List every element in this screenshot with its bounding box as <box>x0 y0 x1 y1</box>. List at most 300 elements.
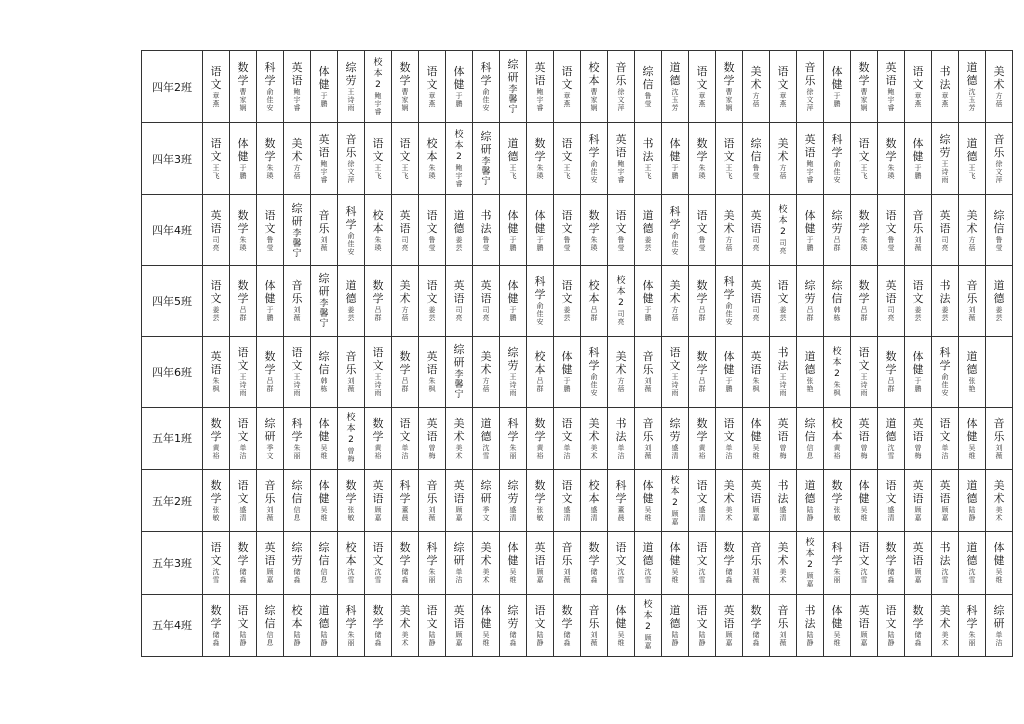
subject-label: 道德 <box>966 541 978 568</box>
subject-label: 语文 <box>426 603 438 630</box>
subject-label: 语文 <box>372 346 384 373</box>
teacher-label: 司亮 <box>482 306 490 323</box>
subject-label: 英语 <box>750 479 762 506</box>
lesson-cell <box>284 336 311 407</box>
lesson-cell <box>473 336 500 407</box>
teacher-label: 于鹏 <box>536 235 544 252</box>
subject-label: 综信 <box>993 208 1005 235</box>
teacher-label: 曾梅 <box>428 443 436 460</box>
subject-label: 体健 <box>507 541 519 568</box>
subject-label: 英语 <box>885 61 897 88</box>
teacher-label: 鲁莹 <box>617 235 625 252</box>
lesson-cell <box>446 51 473 123</box>
subject-label: 语文 <box>669 346 681 373</box>
lesson-cell <box>311 195 338 266</box>
subject-label: 语文 <box>561 416 573 443</box>
teacher-label: 顾嘉 <box>806 571 814 588</box>
subject-label: 音乐 <box>264 479 276 506</box>
lesson-cell <box>338 123 365 195</box>
teacher-label: 朱丽 <box>509 443 517 460</box>
subject-label: 科学 <box>669 204 681 231</box>
teacher-label: 俞佳安 <box>671 231 679 256</box>
subject-label: 综劳 <box>291 541 303 568</box>
lesson-cell <box>662 407 689 469</box>
teacher-label: 王飞 <box>563 164 571 181</box>
lesson-cell <box>392 266 419 337</box>
lesson-cell <box>257 336 284 407</box>
lesson-cell <box>500 195 527 266</box>
subject-label: 英语 <box>777 416 789 443</box>
teacher-label: 沈雪 <box>482 443 490 460</box>
subject-label: 英语 <box>858 603 870 630</box>
lesson-cell <box>527 594 554 656</box>
teacher-label: 美术 <box>590 443 598 460</box>
lesson-cell <box>554 123 581 195</box>
teacher-label: 鲁莹 <box>752 164 760 181</box>
lesson-cell <box>959 407 986 469</box>
teacher-label: 姜芸 <box>455 235 463 252</box>
lesson-cell <box>770 336 797 407</box>
teacher-label: 俞佳安 <box>536 302 544 327</box>
teacher-label: 章燕 <box>914 92 922 109</box>
subject-label: 书法 <box>615 416 627 443</box>
subject-label: 综研 <box>291 201 303 228</box>
subject-label: 音乐 <box>588 603 600 630</box>
lesson-cell <box>392 195 419 266</box>
teacher-label: 顾嘉 <box>455 630 463 647</box>
subject-label: 英语 <box>399 208 411 235</box>
subject-label: 科学 <box>588 346 600 373</box>
teacher-label: 俞佳安 <box>725 302 733 327</box>
subject-label: 科学 <box>480 61 492 88</box>
lesson-cell <box>230 266 257 337</box>
teacher-label: 司亮 <box>752 306 760 323</box>
lesson-cell <box>986 594 1013 656</box>
teacher-label: 陆静 <box>239 630 247 647</box>
lesson-cell <box>986 51 1013 123</box>
subject-label: 校本2 <box>454 129 464 162</box>
teacher-label: 陆静 <box>968 506 976 523</box>
subject-label: 语文 <box>723 416 735 443</box>
subject-label: 英语 <box>372 479 384 506</box>
subject-label: 数学 <box>210 479 222 506</box>
subject-label: 书法 <box>777 479 789 506</box>
subject-label: 美术 <box>291 137 303 164</box>
subject-label: 英语 <box>453 279 465 306</box>
lesson-cell <box>932 532 959 594</box>
lesson-cell <box>770 407 797 469</box>
lesson-cell <box>716 407 743 469</box>
subject-label: 综研 <box>264 416 276 443</box>
lesson-cell <box>338 532 365 594</box>
teacher-label: 姜芸 <box>941 306 949 323</box>
lesson-cell <box>959 123 986 195</box>
subject-label: 道德 <box>669 61 681 88</box>
lesson-cell <box>635 123 662 195</box>
lesson-cell <box>878 266 905 337</box>
lesson-cell <box>932 594 959 656</box>
subject-label: 语文 <box>696 479 708 506</box>
lesson-cell <box>257 195 284 266</box>
subject-label: 数学 <box>696 137 708 164</box>
lesson-cell <box>851 195 878 266</box>
teacher-label: 黄裕 <box>833 443 841 460</box>
lesson-cell <box>527 407 554 469</box>
subject-label: 数学 <box>372 416 384 443</box>
subject-label: 校本 <box>534 350 546 377</box>
teacher-label: 韩栋 <box>833 306 841 323</box>
lesson-cell <box>770 266 797 337</box>
subject-label: 校本 <box>588 479 600 506</box>
lesson-cell <box>662 532 689 594</box>
lesson-cell <box>284 532 311 594</box>
subject-label: 综研 <box>480 130 492 157</box>
subject-label: 数学 <box>696 416 708 443</box>
subject-label: 道德 <box>966 61 978 88</box>
lesson-cell <box>473 123 500 195</box>
subject-label: 道德 <box>966 479 978 506</box>
lesson-cell <box>905 195 932 266</box>
lesson-cell <box>581 266 608 337</box>
subject-label: 体健 <box>615 603 627 630</box>
subject-label: 英语 <box>615 133 627 160</box>
lesson-cell <box>608 195 635 266</box>
lesson-cell <box>500 470 527 532</box>
subject-label: 校本 <box>372 208 384 235</box>
teacher-label: 鲍宇睿 <box>455 163 463 188</box>
teacher-label: 李馨宁 <box>508 85 518 116</box>
lesson-cell <box>230 594 257 656</box>
subject-label: 校本 <box>588 279 600 306</box>
teacher-label: 吕群 <box>860 306 868 323</box>
subject-label: 数学 <box>588 541 600 568</box>
subject-label: 语文 <box>858 346 870 373</box>
subject-label: 科学 <box>345 603 357 630</box>
lesson-cell <box>554 407 581 469</box>
teacher-label: 吴维 <box>644 506 652 523</box>
subject-label: 综研 <box>993 603 1005 630</box>
lesson-cell <box>500 336 527 407</box>
subject-label: 英语 <box>480 279 492 306</box>
subject-label: 语文 <box>858 541 870 568</box>
lesson-cell <box>905 594 932 656</box>
subject-label: 音乐 <box>318 208 330 235</box>
teacher-label: 盛清 <box>239 506 247 523</box>
teacher-label: 储淼 <box>239 568 247 585</box>
subject-label: 语文 <box>210 279 222 306</box>
lesson-cell <box>581 195 608 266</box>
lesson-cell <box>716 123 743 195</box>
timetable-row <box>142 407 1013 469</box>
subject-label: 体健 <box>237 137 249 164</box>
teacher-label: 方蓓 <box>995 92 1003 109</box>
teacher-label: 俞佳安 <box>833 160 841 185</box>
lesson-cell <box>932 123 959 195</box>
lesson-cell <box>797 594 824 656</box>
teacher-label: 董晨 <box>401 506 409 523</box>
subject-label: 体健 <box>318 65 330 92</box>
subject-label: 语文 <box>237 346 249 373</box>
timetable-row <box>142 51 1013 123</box>
teacher-label: 司亮 <box>455 306 463 323</box>
teacher-label: 信息 <box>320 568 328 585</box>
subject-label: 书法 <box>480 208 492 235</box>
subject-label: 语文 <box>696 541 708 568</box>
teacher-label: 盛清 <box>887 506 895 523</box>
subject-label: 英语 <box>858 416 870 443</box>
lesson-cell <box>473 532 500 594</box>
subject-label: 校本2 <box>778 205 788 238</box>
teacher-label: 盛清 <box>671 443 679 460</box>
lesson-cell <box>878 51 905 123</box>
class-timetable <box>141 50 1013 657</box>
lesson-cell <box>419 123 446 195</box>
teacher-label: 于鹏 <box>914 164 922 181</box>
subject-label: 数学 <box>210 603 222 630</box>
teacher-label: 顾嘉 <box>914 568 922 585</box>
lesson-cell <box>851 266 878 337</box>
teacher-label: 朱丽 <box>347 630 355 647</box>
subject-label: 综信 <box>831 279 843 306</box>
teacher-label: 盛清 <box>590 506 598 523</box>
teacher-label: 于鹏 <box>455 92 463 109</box>
teacher-label: 王飞 <box>725 164 733 181</box>
teacher-label: 朱丽 <box>293 443 301 460</box>
lesson-cell <box>662 195 689 266</box>
lesson-cell <box>797 532 824 594</box>
lesson-cell <box>635 407 662 469</box>
teacher-label: 吕群 <box>806 306 814 323</box>
lesson-cell <box>608 336 635 407</box>
lesson-cell <box>932 195 959 266</box>
teacher-label: 顾嘉 <box>860 630 868 647</box>
teacher-label: 吕群 <box>374 306 382 323</box>
subject-label: 数学 <box>345 479 357 506</box>
subject-label: 数学 <box>237 279 249 306</box>
lesson-cell <box>662 266 689 337</box>
teacher-label: 曹家娴 <box>590 88 598 113</box>
subject-label: 数学 <box>399 61 411 88</box>
teacher-label: 姜芸 <box>914 306 922 323</box>
teacher-label: 储淼 <box>374 630 382 647</box>
teacher-label: 沈玉芳 <box>671 88 679 113</box>
teacher-label: 鲍宇睿 <box>617 160 625 185</box>
teacher-label: 章燕 <box>941 92 949 109</box>
teacher-label: 张敏 <box>833 506 841 523</box>
teacher-label: 美术 <box>779 568 787 585</box>
subject-label: 语文 <box>939 416 951 443</box>
subject-label: 数学 <box>534 416 546 443</box>
subject-label: 数学 <box>534 479 546 506</box>
teacher-label: 朱瑛 <box>860 235 868 252</box>
subject-label: 体健 <box>804 208 816 235</box>
subject-label: 综研 <box>453 343 465 370</box>
subject-label: 英语 <box>264 541 276 568</box>
lesson-cell <box>527 470 554 532</box>
teacher-label: 章燕 <box>428 92 436 109</box>
teacher-label: 于鹏 <box>833 92 841 109</box>
timetable-row <box>142 594 1013 656</box>
subject-label: 音乐 <box>615 61 627 88</box>
lesson-cell <box>203 336 230 407</box>
teacher-label: 刘薇 <box>752 568 760 585</box>
teacher-label: 吴维 <box>860 506 868 523</box>
teacher-label: 姜芸 <box>347 306 355 323</box>
subject-label: 英语 <box>723 603 735 630</box>
subject-label: 语文 <box>210 137 222 164</box>
teacher-label: 司亮 <box>752 235 760 252</box>
lesson-cell <box>797 123 824 195</box>
lesson-cell <box>878 195 905 266</box>
lesson-cell <box>446 195 473 266</box>
teacher-label: 鲁莹 <box>266 235 274 252</box>
lesson-cell <box>797 195 824 266</box>
lesson-cell <box>203 51 230 123</box>
teacher-label: 张敏 <box>347 506 355 523</box>
teacher-label: 陆静 <box>806 630 814 647</box>
subject-label: 数学 <box>885 137 897 164</box>
lesson-cell <box>284 51 311 123</box>
subject-label: 校本2 <box>346 413 356 446</box>
subject-label: 语文 <box>237 416 249 443</box>
subject-label: 道德 <box>804 479 816 506</box>
teacher-label: 沈雪 <box>887 443 895 460</box>
lesson-cell <box>851 51 878 123</box>
subject-label: 音乐 <box>777 603 789 630</box>
subject-label: 英语 <box>750 279 762 306</box>
lesson-cell <box>392 407 419 469</box>
subject-label: 英语 <box>912 479 924 506</box>
lesson-cell <box>608 51 635 123</box>
subject-label: 书法 <box>939 279 951 306</box>
teacher-label: 信息 <box>266 630 274 647</box>
teacher-label: 美术 <box>995 506 1003 523</box>
timetable-row <box>142 532 1013 594</box>
subject-label: 数学 <box>399 350 411 377</box>
teacher-label: 沈玉芳 <box>968 88 976 113</box>
subject-label: 音乐 <box>993 416 1005 443</box>
class-name: 四年5班 <box>142 266 203 337</box>
subject-label: 书法 <box>939 65 951 92</box>
subject-label: 体健 <box>912 350 924 377</box>
teacher-label: 吴维 <box>320 443 328 460</box>
teacher-label: 刘薇 <box>644 443 652 460</box>
lesson-cell <box>824 594 851 656</box>
subject-label: 综劳 <box>939 133 951 160</box>
teacher-label: 于鹏 <box>914 377 922 394</box>
subject-label: 数学 <box>885 541 897 568</box>
teacher-label: 朱瑛 <box>887 164 895 181</box>
lesson-cell <box>716 336 743 407</box>
teacher-label: 陆静 <box>428 630 436 647</box>
subject-label: 综信 <box>642 65 654 92</box>
teacher-label: 美术 <box>455 443 463 460</box>
teacher-label: 朱瑛 <box>698 164 706 181</box>
teacher-label: 方蓓 <box>752 92 760 109</box>
teacher-label: 曹家娴 <box>239 88 247 113</box>
lesson-cell <box>446 594 473 656</box>
lesson-cell <box>797 51 824 123</box>
lesson-cell <box>230 470 257 532</box>
subject-label: 音乐 <box>345 350 357 377</box>
subject-label: 数学 <box>237 61 249 88</box>
subject-label: 科学 <box>723 275 735 302</box>
subject-label: 英语 <box>885 279 897 306</box>
teacher-label: 鲁莹 <box>563 235 571 252</box>
subject-label: 数学 <box>561 603 573 630</box>
lesson-cell <box>878 123 905 195</box>
subject-label: 语文 <box>615 541 627 568</box>
subject-label: 书法 <box>642 137 654 164</box>
teacher-label: 吴维 <box>995 568 1003 585</box>
lesson-cell <box>527 336 554 407</box>
timetable-row <box>142 123 1013 195</box>
lesson-cell <box>284 594 311 656</box>
lesson-cell <box>824 266 851 337</box>
teacher-label: 王飞 <box>860 164 868 181</box>
subject-label: 道德 <box>642 208 654 235</box>
subject-label: 数学 <box>237 541 249 568</box>
teacher-label: 李馨宁 <box>454 370 464 401</box>
lesson-cell <box>959 51 986 123</box>
lesson-cell <box>365 532 392 594</box>
subject-label: 美术 <box>480 350 492 377</box>
teacher-label: 盛清 <box>563 506 571 523</box>
teacher-label: 王飞 <box>509 164 517 181</box>
subject-label: 语文 <box>237 479 249 506</box>
subject-label: 语文 <box>912 65 924 92</box>
teacher-label: 张敏 <box>536 506 544 523</box>
teacher-label: 徐文萍 <box>617 88 625 113</box>
lesson-cell <box>419 532 446 594</box>
lesson-cell <box>581 336 608 407</box>
subject-label: 书法 <box>939 541 951 568</box>
lesson-cell <box>311 532 338 594</box>
subject-label: 体健 <box>723 350 735 377</box>
teacher-label: 于鹏 <box>671 164 679 181</box>
subject-label: 美术 <box>939 603 951 630</box>
teacher-label: 鲍宇睿 <box>374 91 382 116</box>
teacher-label: 黄裕 <box>212 443 220 460</box>
subject-label: 英语 <box>426 416 438 443</box>
lesson-cell <box>446 470 473 532</box>
subject-label: 美术 <box>480 541 492 568</box>
class-name: 四年6班 <box>142 336 203 407</box>
subject-label: 科学 <box>264 61 276 88</box>
subject-label: 英语 <box>804 133 816 160</box>
subject-label: 美术 <box>993 479 1005 506</box>
lesson-cell <box>257 470 284 532</box>
teacher-label: 顾嘉 <box>266 568 274 585</box>
lesson-cell <box>527 532 554 594</box>
teacher-label: 吴维 <box>968 443 976 460</box>
teacher-label: 单洁 <box>563 443 571 460</box>
subject-label: 道德 <box>966 137 978 164</box>
lesson-cell <box>905 123 932 195</box>
lesson-cell <box>311 407 338 469</box>
teacher-label: 信息 <box>293 506 301 523</box>
subject-label: 语文 <box>291 346 303 373</box>
teacher-label: 张敏 <box>212 506 220 523</box>
teacher-label: 储淼 <box>563 630 571 647</box>
lesson-cell <box>689 195 716 266</box>
subject-label: 语文 <box>561 279 573 306</box>
lesson-cell <box>986 195 1013 266</box>
lesson-cell <box>338 470 365 532</box>
teacher-label: 单洁 <box>941 443 949 460</box>
subject-label: 英语 <box>318 133 330 160</box>
teacher-label: 吕群 <box>698 306 706 323</box>
